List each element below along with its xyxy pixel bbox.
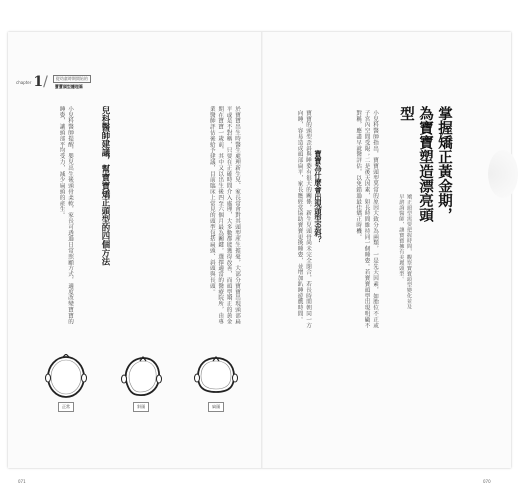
right-body-1: 小兒科醫師指出，寶寶頭型異常的原因大致分為兩類，一是先天因素，如胎位不正或子宮內空間受限；二是後天因素，如長時間維持同一個睡姿。若寶寶頭型出現明顯不對稱，應盡早就醫評估，以免錯過最佳矯正時機。: [355, 110, 378, 329]
head-shape-oblique: [119, 354, 163, 412]
right-page-number: 070: [483, 479, 491, 484]
head-label-normal: 正常: [58, 402, 74, 412]
head-shape-flat: [194, 354, 238, 412]
left-body-top: 於寶寶出生時醫生處理新生兒、家長常會對其頭型產生擔憂，大部分寶寶出現頭部扁平或是不對稱，只要在正確時間介入處理，大多數都能獲得改善，而頭型矯正的黃金期在寶寶一歲前，其中又以出生後四至六個月最為關鍵。選擇適當的醫療院所，由專業醫師評估後給予建議，目前臨床上常見的頭型包括扁頭、斜頭與長頭。: [208, 106, 240, 325]
left-subheading-text: 兒科醫師建議，幫寶寶矯正頭型的四個方法: [101, 106, 111, 266]
left-subheading: [76, 106, 116, 321]
book-spread: [8, 32, 511, 484]
page-curl-shadow: [488, 150, 518, 198]
chapter-number: 1: [33, 74, 44, 90]
head-label-oblique: 斜頭: [133, 402, 149, 412]
flat-head-icon: [194, 354, 238, 398]
right-lead: 矯正頭型需要把握時間，觀察寶寶頭型變化並及早諮詢醫師，讓寶寶擁有美麗頭型。: [398, 194, 412, 310]
chapter-tag: [16, 72, 91, 92]
left-page-number: 071: [18, 479, 26, 484]
chapter-title-line1: 從幼童時期開始的: [53, 75, 91, 83]
head-shape-illustrations: [44, 354, 238, 412]
head-shape-normal: [44, 354, 88, 412]
head-label-flat: 扁頭: [208, 402, 224, 412]
left-body-bottom: 小兒科醫師提醒，嬰兒出生後頭骨柔軟，家長可透過日常照顧方式，適度改變寶寶的睡姿，讓頭部平均受力，減少扁頭的產生。: [58, 106, 73, 325]
right-body-2: 寶寶的頭型歪斜與睡姿有很大的關係，新生兒頭骨尚未完全閉合，若長時間朝同一方向睡，容易造成頭部扁平，家長應經常協助寶寶更換睡姿，並增加趴睡遊戲時間。: [296, 110, 311, 329]
right-title-text: 掌握矯正黃金期，為寶寶塑造漂亮頭型: [398, 106, 453, 222]
chapter-title-line2: 寶寶頭型護理篇: [54, 83, 83, 89]
normal-head-icon: [44, 354, 88, 398]
chapter-word: chapter: [16, 79, 32, 85]
book-gutter: [261, 32, 263, 468]
chapter-slash-icon: /: [43, 74, 48, 90]
chapter-title: [53, 75, 91, 90]
right-subheading: 寶寶為什麼會出現頭型歪斜？: [314, 150, 323, 244]
oblique-head-icon: [119, 354, 163, 398]
